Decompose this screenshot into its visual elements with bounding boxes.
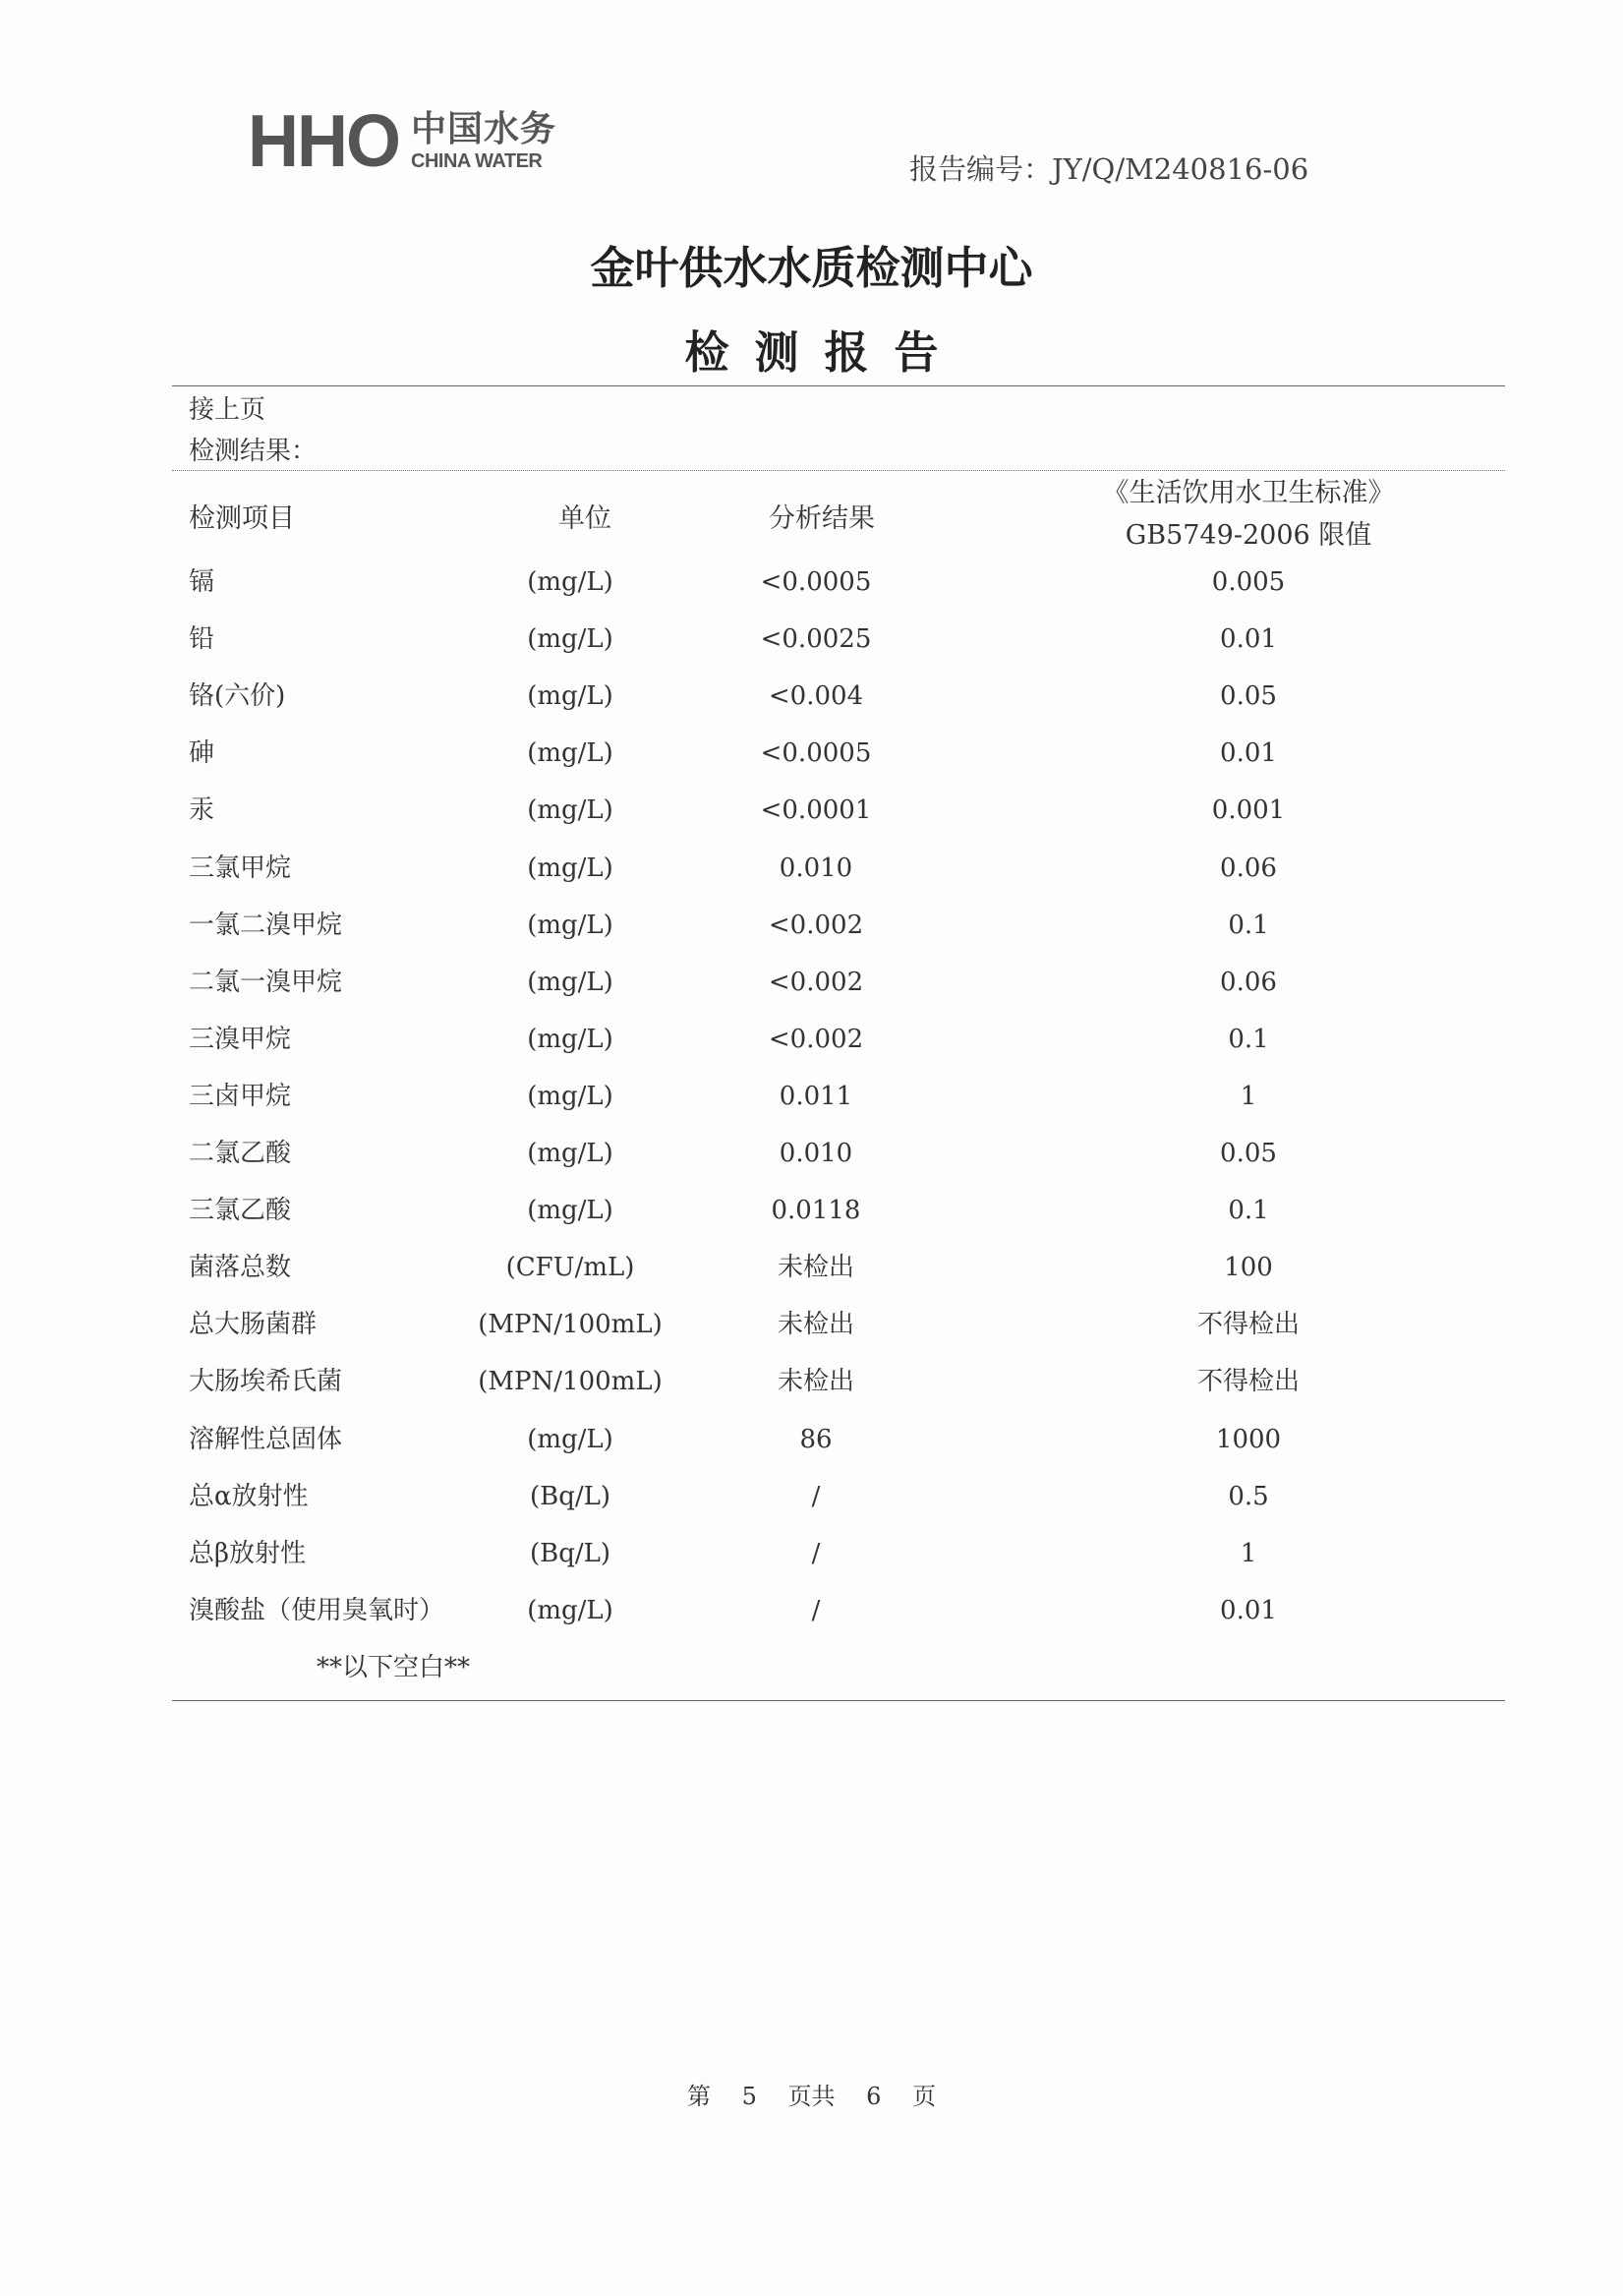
item-name: 砷: [189, 738, 215, 768]
report-title: 金叶供水水质检测中心: [590, 242, 1033, 294]
item-unit: (mg/L): [527, 738, 613, 768]
item-result: <0.002: [768, 968, 864, 997]
table-row: [0, 1534, 1623, 1573]
page-footer: [0, 2077, 1623, 2111]
item-limit: 0.06: [1220, 854, 1277, 883]
item-result: <0.002: [768, 1025, 864, 1054]
item-unit: (CFU/mL): [505, 1253, 635, 1282]
table-row: [0, 1420, 1623, 1459]
item-unit: (Bq/L): [529, 1539, 611, 1568]
item-limit: 0.5: [1228, 1482, 1269, 1511]
item-limit: 不得检出: [1196, 1367, 1300, 1396]
table-row: [0, 963, 1623, 1002]
item-limit: 0.05: [1220, 681, 1277, 711]
item-result: <0.002: [768, 911, 864, 940]
item-unit: (mg/L): [527, 854, 613, 883]
item-name: 三溴甲烷: [189, 1025, 292, 1054]
top-divider: [172, 385, 1505, 386]
item-unit: (mg/L): [527, 1082, 613, 1111]
item-result: 0.010: [779, 854, 853, 883]
item-unit: (mg/L): [527, 681, 613, 711]
item-result: <0.0025: [760, 624, 872, 654]
logo-chinese: 中国水务: [411, 109, 557, 149]
item-unit: (mg/L): [527, 567, 613, 597]
column-header-item: 检测项目: [189, 503, 295, 534]
item-limit: 0.001: [1211, 795, 1286, 825]
item-unit: (mg/L): [527, 1425, 613, 1454]
item-unit: (MPN/100mL): [478, 1367, 663, 1396]
table-row: [0, 1248, 1623, 1287]
item-limit: 不得检出: [1196, 1310, 1300, 1339]
item-name: 二氯一溴甲烷: [189, 968, 343, 997]
item-result: <0.0005: [760, 738, 872, 768]
column-header-standard: [993, 472, 1504, 557]
page-current: 5: [741, 2083, 757, 2110]
table-row: [0, 849, 1623, 888]
table-row: [0, 677, 1623, 716]
table-row: [0, 1134, 1623, 1173]
item-name: 溴酸盐（使用臭氧时）: [189, 1596, 445, 1625]
page-prefix: 第: [686, 2083, 711, 2110]
item-limit: 0.1: [1228, 1025, 1269, 1054]
column-header-unit: 单位: [558, 503, 611, 534]
header-divider: [172, 470, 1505, 471]
item-name: 总β放射性: [189, 1539, 307, 1568]
item-result: 未检出: [777, 1367, 854, 1396]
item-limit: 1: [1240, 1082, 1257, 1111]
table-row: [0, 1191, 1623, 1230]
continued-label: 接上页: [189, 395, 266, 425]
item-limit: 0.01: [1220, 624, 1277, 654]
item-name: 一氯二溴甲烷: [189, 911, 343, 940]
item-result: 未检出: [777, 1253, 854, 1282]
item-limit: 0.1: [1228, 1196, 1269, 1225]
table-row: [0, 791, 1623, 830]
page-mid: 页共: [787, 2083, 836, 2110]
item-result: 0.0118: [771, 1196, 861, 1225]
item-name: 菌落总数: [189, 1253, 292, 1282]
table-row: [0, 619, 1623, 659]
item-name: 铅: [189, 624, 215, 654]
item-name: 镉: [189, 567, 215, 597]
item-unit: (mg/L): [527, 1196, 613, 1225]
standard-name: 《生活饮用水卫生标准》: [1102, 478, 1395, 508]
item-limit: 0.01: [1220, 1596, 1277, 1625]
item-name: 溶解性总固体: [189, 1425, 343, 1454]
item-name: 二氯乙酸: [189, 1139, 292, 1168]
table-row: [0, 1020, 1623, 1059]
page-suffix: 页: [912, 2083, 937, 2110]
item-result: <0.0001: [760, 795, 872, 825]
item-name: 三卤甲烷: [189, 1082, 292, 1111]
item-result: /: [811, 1482, 821, 1511]
results-label: 检测结果：: [189, 437, 318, 466]
item-limit: 0.1: [1228, 911, 1269, 940]
item-unit: (mg/L): [527, 911, 613, 940]
item-name: 汞: [189, 795, 215, 825]
item-unit: (MPN/100mL): [478, 1310, 663, 1339]
item-limit: 0.005: [1211, 567, 1286, 597]
blank-note: **以下空白**: [317, 1653, 471, 1682]
table-row: [0, 1077, 1623, 1116]
standard-code: GB5749-2006 限值: [1125, 520, 1372, 551]
table-row: [0, 562, 1623, 602]
item-limit: 1000: [1215, 1425, 1282, 1454]
item-result: 0.010: [779, 1139, 853, 1168]
report-subtitle: 检测报告: [684, 326, 964, 379]
item-unit: (mg/L): [527, 1596, 613, 1625]
item-unit: (Bq/L): [529, 1482, 611, 1511]
continuation-block: [189, 389, 317, 472]
item-name: 大肠埃希氏菌: [189, 1367, 343, 1396]
report-number: 报告编号：JY/Q/M240816-06: [909, 152, 1309, 186]
company-logo: [248, 100, 557, 183]
logo-english: CHINA WATER: [411, 150, 543, 172]
column-header-result: 分析结果: [769, 503, 875, 534]
item-name: 三氯乙酸: [189, 1196, 292, 1225]
item-name: 总α放射性: [189, 1482, 309, 1511]
item-unit: (mg/L): [527, 795, 613, 825]
item-result: 86: [799, 1425, 833, 1454]
item-limit: 0.06: [1220, 968, 1277, 997]
item-limit: 0.01: [1220, 738, 1277, 768]
table-row: [0, 1477, 1623, 1516]
logo-text: [411, 109, 557, 172]
item-unit: (mg/L): [527, 1139, 613, 1168]
table-row: [0, 1305, 1623, 1344]
item-result: /: [811, 1596, 821, 1625]
item-limit: 1: [1240, 1539, 1257, 1568]
table-row: [0, 906, 1623, 945]
item-result: <0.0005: [760, 567, 872, 597]
item-limit: 100: [1224, 1253, 1273, 1282]
item-name: 总大肠菌群: [189, 1310, 318, 1339]
item-result: 0.011: [779, 1082, 853, 1111]
table-row: [0, 734, 1623, 773]
logo-mark: HHO: [248, 100, 399, 183]
page-total: 6: [866, 2083, 882, 2110]
item-limit: 0.05: [1220, 1139, 1277, 1168]
table-row: [0, 1591, 1623, 1630]
item-result: 未检出: [777, 1310, 854, 1339]
table-row: [0, 1362, 1623, 1401]
item-unit: (mg/L): [527, 1025, 613, 1054]
bottom-divider: [172, 1700, 1505, 1701]
item-name: 三氯甲烷: [189, 854, 292, 883]
item-result: <0.004: [768, 681, 864, 711]
item-name: 铬(六价): [189, 681, 286, 711]
item-result: /: [811, 1539, 821, 1568]
item-unit: (mg/L): [527, 624, 613, 654]
item-unit: (mg/L): [527, 968, 613, 997]
